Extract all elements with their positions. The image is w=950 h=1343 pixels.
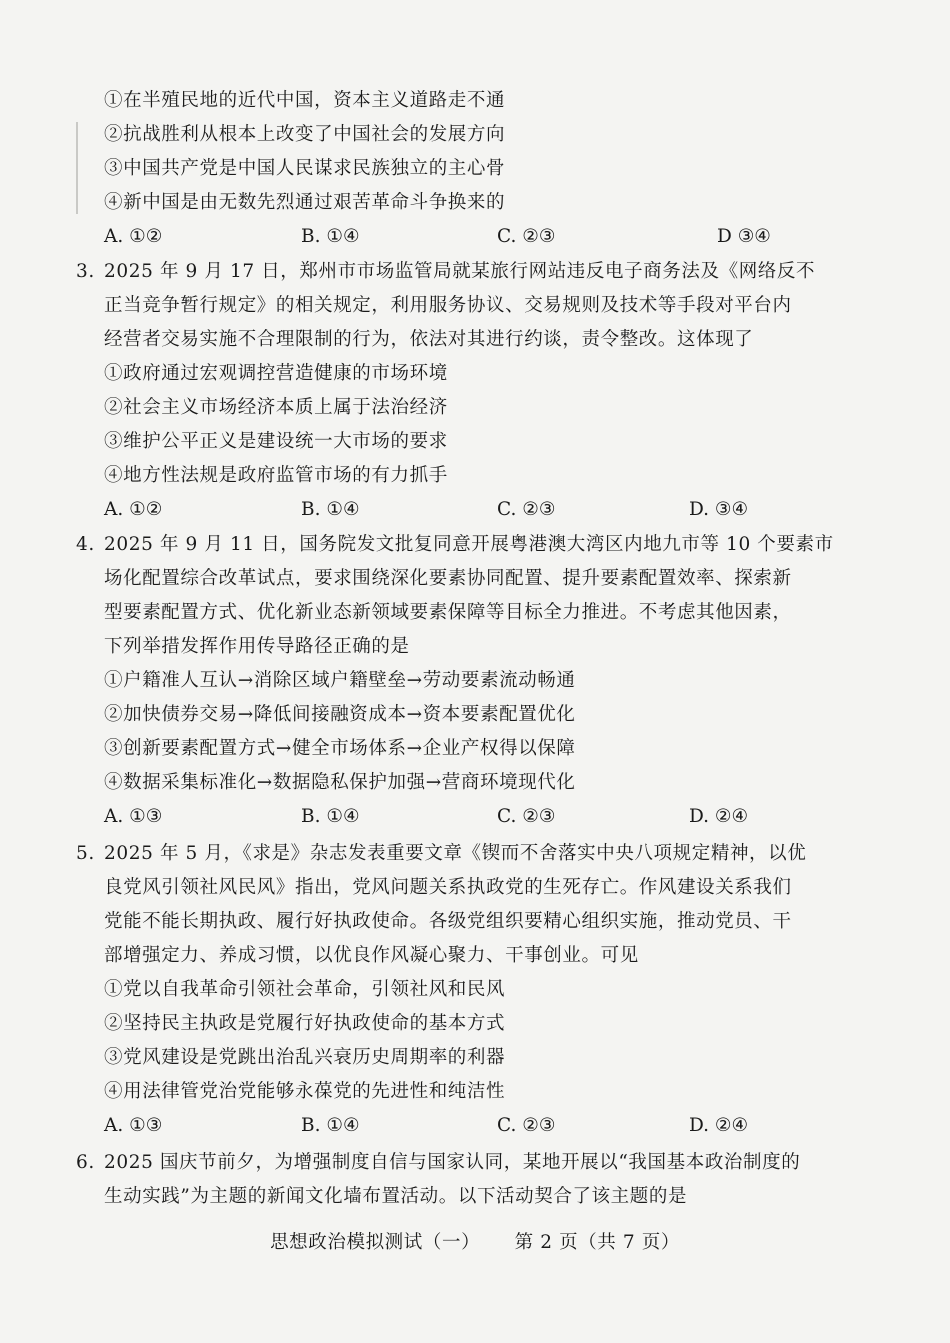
exam-title: 思想政治模拟测试（一） [270, 1232, 481, 1253]
q2-item-1: ①在半殖民地的近代中国，资本主义道路走不通 [104, 90, 506, 111]
q4-option-b: B. ①④ [301, 806, 360, 827]
q4-option-d: D. ②④ [689, 806, 749, 827]
q5-stem-line-4: 部增强定力、养成习惯，以优良作风凝心聚力、干事创业。可见 [104, 945, 639, 966]
q3-item-2: ②社会主义市场经济本质上属于法治经济 [104, 397, 448, 418]
q3-stem-line-1: 3. 2025 年 9 月 17 日，郑州市市场监管局就某旅行网站违反电子商务法及《网络反不 [76, 259, 815, 285]
q3-item-3: ③维护公平正义是建设统一大市场的要求 [104, 431, 448, 452]
q5-item-4: ④用法律管党治党能够永葆党的先进性和纯洁性 [104, 1081, 506, 1102]
q2-item-3: ③中国共产党是中国人民谋求民族独立的主心骨 [104, 158, 506, 179]
q3-option-d: D. ③④ [689, 499, 749, 520]
q2-option-c: C. ②③ [497, 226, 556, 247]
q2-item-4: ④新中国是由无数先烈通过艰苦革命斗争换来的 [104, 192, 506, 213]
page-footer [0, 1230, 950, 1256]
q5-stem-line-1: 5. 2025 年 5 月，《求是》杂志发表重要文章《锲而不舍落实中央八项规定精神，以优 [76, 841, 806, 867]
q5-stem-line-2: 良党风引领社风民风》指出，党风问题关系执政党的生死存亡。作风建设关系我们 [104, 877, 792, 898]
q4-stem-line-2: 场化配置综合改革试点，要求围绕深化要素协同配置、提升要素配置效率、探索新 [104, 568, 792, 589]
q6-stem-line-2: 生动实践”为主题的新闻文化墙布置活动。以下活动契合了该主题的是 [104, 1186, 688, 1207]
q4-option-c: C. ②③ [497, 806, 556, 827]
q4-stem-line-3: 型要素配置方式、优化新业态新领域要素保障等目标全力推进。不考虑其他因素， [104, 602, 792, 623]
q4-stem-line-4: 下列举措发挥作用传导路径正确的是 [104, 636, 410, 657]
q3-options [104, 497, 804, 523]
q6-number: 6. [76, 1152, 95, 1173]
q4-options [104, 804, 804, 830]
q2-option-d: D ③④ [717, 226, 771, 247]
q4-item-1: ①户籍准人互认→消除区域户籍壁垒→劳动要素流动畅通 [104, 670, 576, 691]
q5-item-1: ①党以自我革命引领社会革命，引领社风和民风 [104, 979, 506, 1000]
q4-stem-line-1: 4. 2025 年 9 月 11 日，国务院发文批复同意开展粤港澳大湾区内地九市等 10 个要素市 [76, 532, 834, 558]
q5-item-2: ②坚持民主执政是党履行好执政使命的基本方式 [104, 1013, 506, 1034]
q5-item-3: ③党风建设是党跳出治乱兴衰历史周期率的利器 [104, 1047, 506, 1068]
q4-item-3: ③创新要素配置方式→健全市场体系→企业产权得以保障 [104, 738, 576, 759]
q4-item-4: ④数据采集标准化→数据隐私保护加强→营商环境现代化 [104, 772, 576, 793]
q6-stem-line-1: 6. 2025 国庆节前夕，为增强制度自信与国家认同，某地开展以“我国基本政治制度的 [76, 1150, 800, 1176]
q4-item-2: ②加快债券交易→降低间接融资成本→资本要素配置优化 [104, 704, 576, 725]
q2-options [104, 224, 804, 250]
q3-stem-line-3: 经营者交易实施不合理限制的行为，依法对其进行约谈，责令整改。这体现了 [104, 329, 754, 350]
q3-option-b: B. ①④ [301, 499, 360, 520]
q5-option-b: B. ①④ [301, 1115, 360, 1136]
q5-stem-line-3: 党能不能长期执政、履行好执政使命。各级党组织要精心组织实施，推动党员、干 [104, 911, 792, 932]
q2-option-b: B. ①④ [301, 226, 360, 247]
page-number: 第 2 页（共 7 页） [514, 1232, 680, 1253]
q2-item-2: ②抗战胜利从根本上改变了中国社会的发展方向 [104, 124, 506, 145]
q3-stem-line-2: 正当竞争暂行规定》的相关规定，利用服务协议、交易规则及技术等手段对平台内 [104, 295, 792, 316]
q2-option-a: A. ①② [104, 226, 163, 247]
q3-item-4: ④地方性法规是政府监管市场的有力抓手 [104, 465, 448, 486]
q3-number: 3. [76, 261, 95, 282]
q4-option-a: A. ①③ [104, 806, 163, 827]
margin-scan-line [76, 122, 78, 214]
q5-option-c: C. ②③ [497, 1115, 556, 1136]
q4-number: 4. [76, 534, 95, 555]
q5-number: 5. [76, 843, 95, 864]
q5-option-d: D. ②④ [689, 1115, 749, 1136]
q5-option-a: A. ①③ [104, 1115, 163, 1136]
q3-option-c: C. ②③ [497, 499, 556, 520]
q5-options [104, 1113, 804, 1139]
q3-item-1: ①政府通过宏观调控营造健康的市场环境 [104, 363, 448, 384]
q3-option-a: A. ①② [104, 499, 163, 520]
